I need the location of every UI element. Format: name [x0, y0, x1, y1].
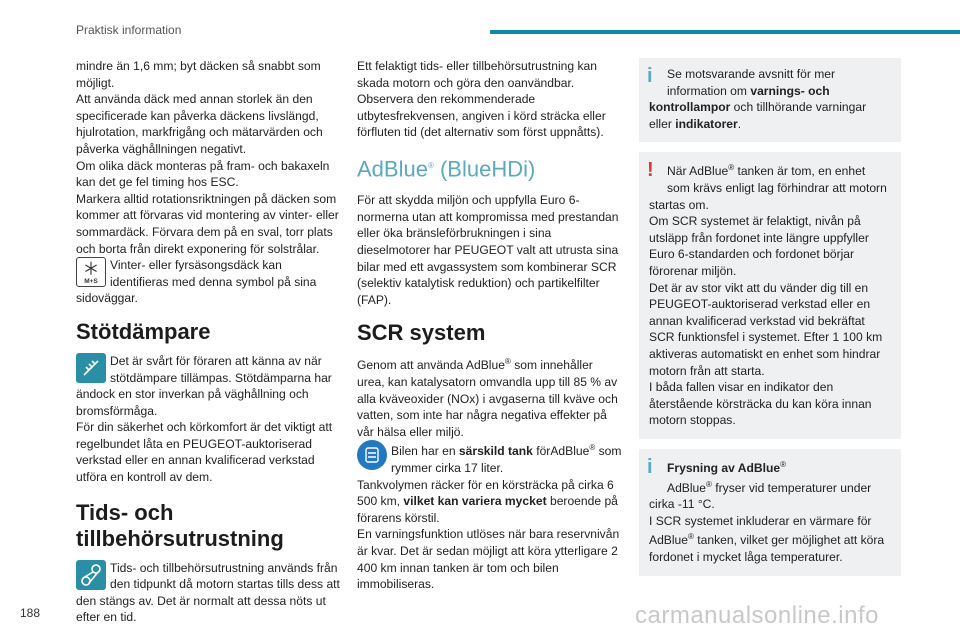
info-box [639, 449, 901, 576]
paragraph: Om olika däck monteras på fram- och bakaxeln kan det ge fel timing hos ESC. [76, 158, 330, 190]
paragraph: Frysning av AdBlue® [667, 459, 787, 475]
warning-box [639, 152, 901, 439]
paragraph: I båda fallen visar en indikator den återstående körsträcka du kan köra innan motorn stoppas. [649, 380, 872, 428]
column-2 [357, 58, 622, 593]
paragraph: Genom att använda AdBlue® som innehåller urea, kan katalysatorn omvandla upp till 85 % av alla kväveoxider (NOx) i avgaserna till kväve och vatten, som inte har några negativa effekter på vår hälsa eller miljö. [357, 357, 618, 439]
paragraph: När AdBlue® tanken är tom, en enhet som krävs enligt lag förhindrar att motorn startas om. [649, 163, 887, 212]
paragraph: För att skydda miljön och uppfylla Euro 6-normerna utan att kompromissa med prestandan eller öka bränsleförbrukningen i sina dieselmotorer har PEUGEOT valt att utrusta sina bilar med ett avgassystem som kombinerar SCR (selektiv katalytisk reduktion) och partikelfilter (FAP). [357, 193, 619, 307]
shock-absorber-icon [76, 353, 106, 383]
paragraph: Att använda däck med annan storlek än den specificerade kan påverka däckens livslängd, hjulrotation, markfrigång och mätarvärden och påverka väghållningen negativt. [76, 92, 323, 156]
header-accent-bar [490, 30, 960, 34]
warning-icon: ! [647, 159, 654, 182]
paragraph-text: Det är svårt för föraren att känna av när stötdämpare tillämpas. Stötdämparna har ändock en stor inverkan på väghållning och bromsförmåga. [76, 353, 332, 418]
paragraph: Markera alltid rotationsriktningen på däcken som kommer att förvaras vid montering av vinter- eller sommardäck. Förvara dem på en sval, torr plats och borta från direkt exponering för solstrålar. [76, 191, 339, 256]
paragraph: Det är av stor vikt att du vänder dig till en PEUGEOT-auktoriserad verkstad eller en annan kvalificerad verkstad vid bekräftat SCR funktionsfel i systemet. Efter 1 100 km aktiveras automatiskt en enhet som hindrar motorn från att starta. [649, 280, 883, 378]
info-box [639, 58, 901, 142]
section-heading-scr: SCR system [357, 320, 486, 346]
paragraph: I SCR systemet inkluderar en värmare för AdBlue® tanken, vilket ger möjlighet att köra fordonet i mycket låga temperaturer. [649, 513, 885, 564]
paragraph [76, 257, 341, 307]
paragraph: En varningsfunktion utlöses när bara reservnivån är kvar. Det är sedan möjligt att köra ytterligare 2 400 km innan tanken är tom och bilen immobiliseras. [357, 527, 620, 592]
paragraph: Ett felaktigt tids- eller tillbehörsutrustning kan skada motorn och göra den oanvändbar. [357, 59, 597, 90]
watermark: carmanualsonline.info [635, 602, 879, 629]
paragraph-text: Vinter- eller fyrsäsongsdäck kan identifieras med denna symbol på sina sidoväggar. [76, 258, 317, 306]
paragraph: Observera den rekommenderade utbytesfrekvensen, angiven i körd sträcka eller förfluten tid (det alternativ som först uppnåtts). [357, 92, 606, 140]
ms-label: M+S [84, 278, 98, 286]
timing-belt-icon [76, 560, 106, 590]
paragraph: AdBlue® fryser vid temperaturer under cirka -11 °C. [649, 479, 872, 512]
section-heading-stotdampare: Stötdämpare [76, 318, 211, 344]
paragraph: Tankvolymen räcker för en körsträcka på cirka 6 500 km, vilket kan variera mycket beroende på förarens körstil. [357, 477, 618, 525]
column-3 [639, 58, 901, 586]
paragraph: Bilen har en särskild tank förAdBlue® som rymmer cirka 17 liter. [357, 440, 622, 476]
paragraph [76, 353, 341, 419]
info-icon: i [647, 65, 653, 87]
paragraph: Se motsvarande avsnitt för mer information om varnings- och kontrollampor och tillhörande varningar eller indikatorer. [649, 67, 867, 131]
chapter-heading-adblue: AdBlue® (BlueHDi) [357, 156, 536, 182]
page-number: 188 [20, 606, 41, 620]
running-header: Praktisk information [76, 23, 182, 37]
adblue-tank-icon [357, 440, 387, 470]
section-heading-tids: Tids- och tillbehörsutrustning [76, 499, 284, 551]
paragraph: Om SCR systemet är felaktigt, nivån på utsläpp från fordonet inte längre uppfyller Euro 6-standarden och fordonet börjar förorenar miljön. [649, 214, 869, 278]
column-1 [76, 58, 341, 626]
paragraph: För din säkerhet och körkomfort är det viktigt att regelbundet låta en PEUGEOT-auktoriserad verkstad eller en annan kvalificerad verkstad utföra en kontroll av dem. [76, 420, 333, 485]
paragraph [76, 560, 341, 626]
paragraph: mindre än 1,6 mm; byt däcken så snabbt som möjligt. [76, 59, 321, 90]
snowflake-ms-icon [76, 257, 106, 287]
info-icon: i [647, 455, 653, 478]
paragraph-text: Tids- och tillbehörsutrustning används från den tidpunkt då motorn startas tills dess att den stängs av. Det är normalt att dessa nöts ut efter en tid. [76, 560, 340, 625]
